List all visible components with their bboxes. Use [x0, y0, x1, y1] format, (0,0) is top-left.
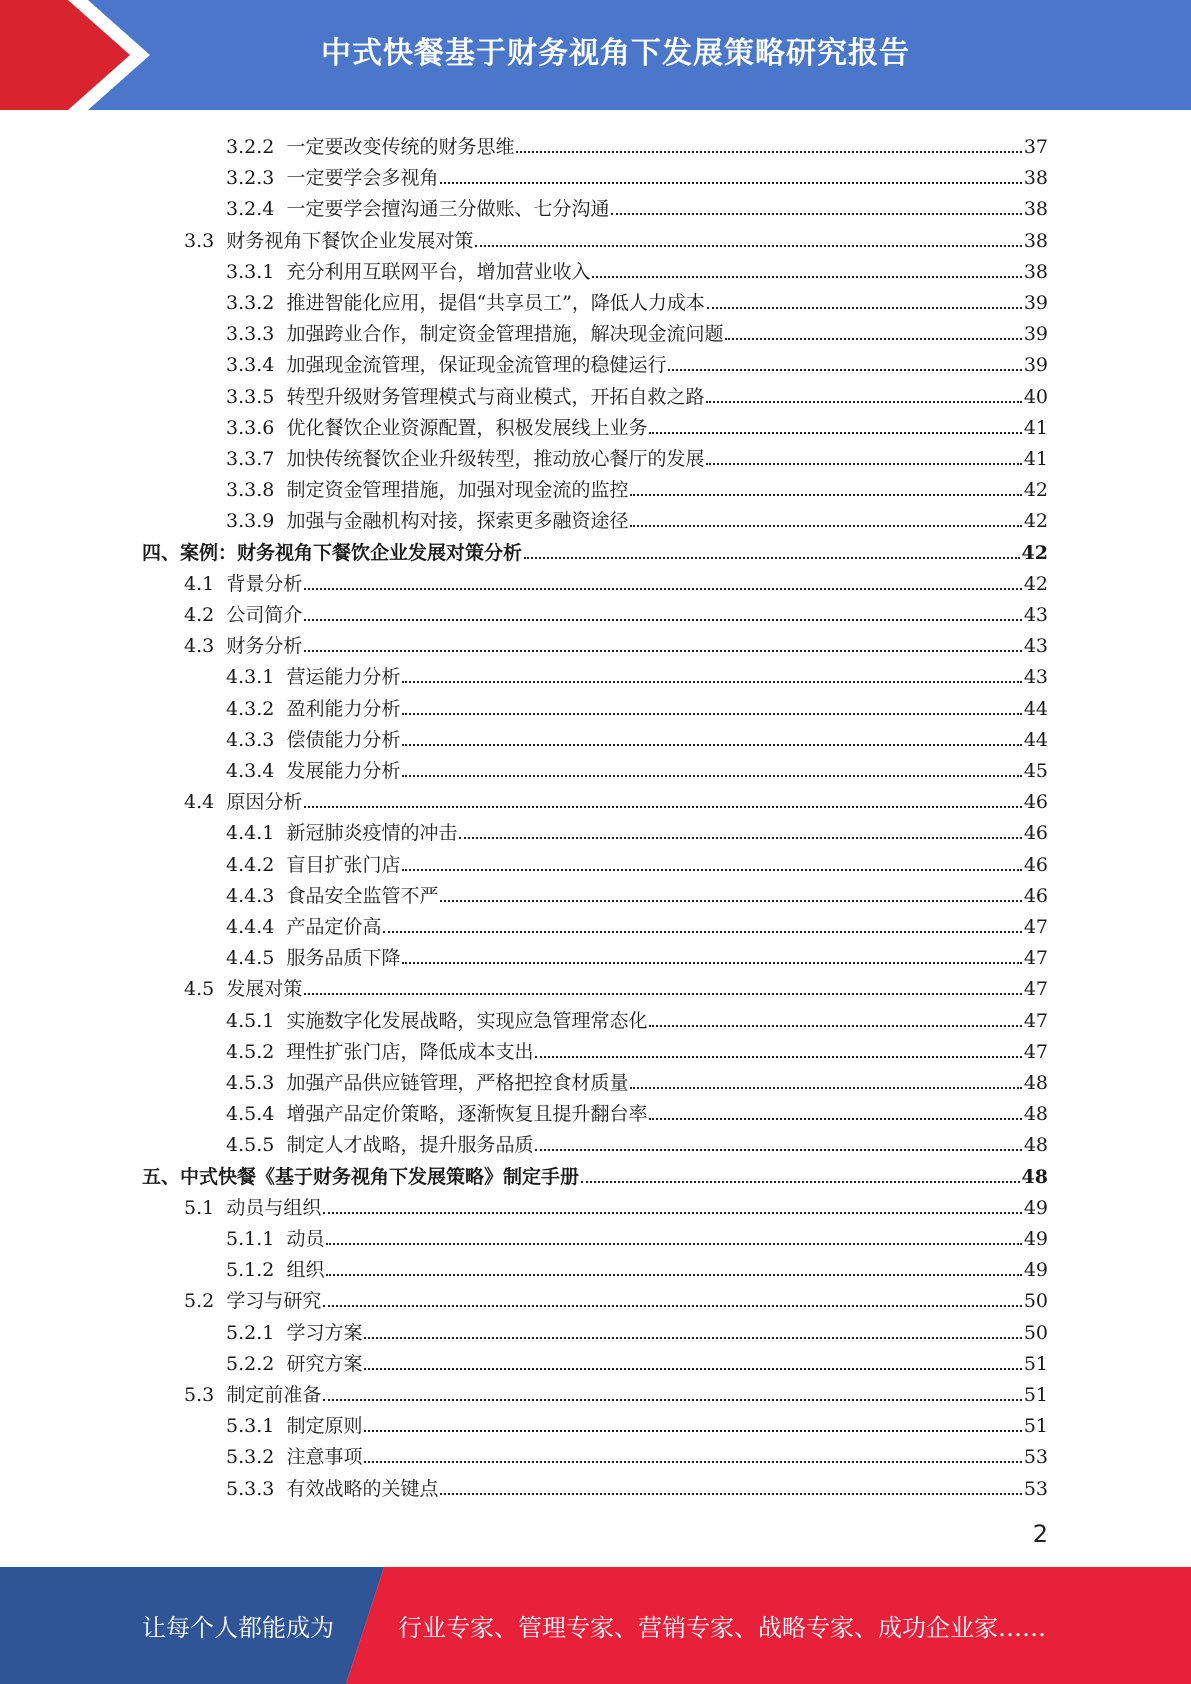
- toc-entry-number: 3.3.5: [226, 385, 275, 408]
- toc-entry-page: 48: [1023, 1072, 1048, 1094]
- toc-leader-dots: [304, 618, 1021, 621]
- toc-entry[interactable]: [226, 1063, 1048, 1094]
- toc-entry[interactable]: [226, 907, 1048, 938]
- toc-entry[interactable]: [226, 314, 1048, 345]
- toc-entry-number: 3.3.8: [226, 479, 275, 502]
- toc-entry[interactable]: [184, 969, 1048, 1000]
- toc-entry-label: 财务视角下餐饮企业发展对策: [226, 229, 474, 252]
- toc-entry-label: 营运能力分析: [286, 666, 401, 689]
- toc-leader-dots: [524, 556, 1020, 559]
- toc-entry-page: 47: [1023, 1009, 1048, 1032]
- toc-entry[interactable]: [226, 1032, 1048, 1063]
- toc-entry-page: 53: [1023, 1477, 1048, 1500]
- toc-entry-number: 4.4.2: [226, 853, 275, 876]
- toc-entry-page: 37: [1023, 136, 1048, 158]
- toc-leader-dots: [440, 899, 1021, 902]
- toc-entry-page: 49: [1023, 1259, 1048, 1282]
- toc-entry[interactable]: [184, 782, 1048, 813]
- toc-entry-label: 五、中式快餐《基于财务视角下发展策略》制定手册: [142, 1165, 580, 1188]
- toc-entry-number: 4.4.5: [226, 947, 275, 970]
- toc-leader-dots: [440, 1492, 1021, 1495]
- toc-leader-dots: [323, 1211, 1021, 1214]
- toc-leader-dots: [668, 368, 1021, 371]
- toc-entry-page: 43: [1023, 666, 1048, 689]
- toc-entry-label: 学习与研究: [226, 1290, 322, 1313]
- toc-entry-label: 公司简介: [226, 604, 303, 626]
- toc-entry-label: 组织: [286, 1259, 325, 1282]
- toc-entry-number: 4.4.4: [226, 916, 275, 938]
- toc-entry-number: 3.3.3: [226, 323, 275, 346]
- toc-entry-page: 43: [1023, 604, 1048, 626]
- toc-leader-dots: [364, 1367, 1021, 1370]
- toc-entry-number: 5.1.2: [226, 1259, 275, 1282]
- toc-entry[interactable]: [226, 470, 1048, 501]
- toc-entry-label: 加快传统餐饮企业升级转型，推动放心餐厅的发展: [286, 448, 705, 470]
- toc-entry[interactable]: [226, 720, 1048, 751]
- toc-entry-page: 47: [1023, 947, 1048, 970]
- toc-entry-page: 44: [1023, 728, 1048, 751]
- toc-entry[interactable]: [226, 1469, 1048, 1500]
- toc-entry-page: 38: [1023, 167, 1048, 190]
- toc-entry[interactable]: [226, 845, 1048, 876]
- toc-entry-label: 服务品质下降: [286, 947, 401, 970]
- toc-leader-dots: [459, 836, 1021, 839]
- toc-entry-label: 一定要学会多视角: [286, 167, 439, 190]
- toc-entry[interactable]: [226, 1406, 1048, 1437]
- toc-entry[interactable]: [226, 1219, 1048, 1250]
- toc-leader-dots: [402, 961, 1021, 964]
- toc-entry-label: 加强现金流管理，保证现金流管理的稳健运行: [286, 354, 667, 377]
- toc-entry-number: 3.2.4: [226, 198, 275, 221]
- toc-entry-label: 实施数字化发展战略，实现应急管理常态化: [286, 1009, 648, 1032]
- toc-entry-label: 优化餐饮企业资源配置，积极发展线上业务: [286, 416, 648, 439]
- toc-entry-number: 5.3.3: [226, 1477, 275, 1500]
- toc-leader-dots: [516, 150, 1021, 153]
- toc-leader-dots: [402, 680, 1021, 683]
- toc-entry-label: 财务分析: [226, 635, 303, 658]
- toc-entry[interactable]: [226, 345, 1048, 376]
- toc-entry-label: 盈利能力分析: [286, 697, 401, 720]
- toc-entry-page: 42: [1023, 510, 1048, 533]
- toc-entry-number: 3.3.6: [226, 416, 275, 439]
- toc-entry[interactable]: [226, 1125, 1048, 1156]
- toc-leader-dots: [535, 1148, 1021, 1151]
- toc-entry[interactable]: [226, 1094, 1048, 1125]
- toc-leader-dots: [402, 743, 1021, 746]
- toc-leader-dots: [402, 712, 1021, 715]
- toc-entry-number: 5.2.1: [226, 1321, 275, 1344]
- toc-entry-number: 4.4: [184, 791, 215, 814]
- toc-entry-label: 制定人才战略，提升服务品质: [286, 1134, 534, 1157]
- toc-entry-number: 3.2.3: [226, 167, 275, 190]
- toc-entry-number: 4.3.4: [226, 760, 275, 782]
- toc-leader-dots: [383, 930, 1021, 933]
- toc-leader-dots: [630, 524, 1021, 527]
- toc-entry-number: 3.3: [184, 229, 215, 252]
- toc-entry-number: 5.3: [184, 1384, 215, 1406]
- toc-entry-label: 动员与组织: [226, 1196, 322, 1219]
- toc-entry-page: 42: [1023, 479, 1048, 502]
- toc-entry-number: 3.3.4: [226, 354, 275, 377]
- toc-entry-number: 4.2: [184, 604, 215, 626]
- toc-entry[interactable]: [226, 689, 1048, 720]
- toc-entry-number: 4.1: [184, 572, 215, 595]
- toc-entry-label: 推进智能化应用，提倡“共享员工”，降低人力成本: [286, 292, 705, 314]
- toc-entry-page: 51: [1023, 1384, 1048, 1406]
- toc-entry-page: 47: [1023, 916, 1048, 938]
- toc-entry-label: 制定前准备: [226, 1384, 322, 1406]
- toc-leader-dots: [706, 400, 1021, 403]
- footer-slogan-left: 让每个人都能成为: [142, 1614, 334, 1642]
- toc-entry[interactable]: [226, 501, 1048, 532]
- toc-leader-dots: [475, 244, 1021, 247]
- toc-entry-page: 51: [1023, 1415, 1048, 1438]
- toc-entry-label: 动员: [286, 1228, 325, 1250]
- toc-entry-number: 4.3.3: [226, 728, 275, 751]
- toc-entry[interactable]: [226, 751, 1048, 782]
- toc-leader-dots: [725, 337, 1021, 340]
- toc-entry-label: 学习方案: [286, 1321, 363, 1344]
- toc-entry-number: 5.3.1: [226, 1415, 275, 1438]
- toc-entry-label: 发展能力分析: [286, 760, 401, 782]
- toc-leader-dots: [364, 1460, 1021, 1463]
- toc-leader-dots: [304, 587, 1021, 590]
- toc-entry-number: 3.3.7: [226, 448, 275, 470]
- toc-chapter-entry[interactable]: [142, 1157, 1048, 1188]
- toc-leader-dots: [707, 306, 1022, 309]
- toc-leader-dots: [649, 1117, 1021, 1120]
- toc-leader-dots: [364, 1429, 1021, 1432]
- toc-leader-dots: [402, 774, 1021, 777]
- toc-entry-page: 46: [1023, 822, 1048, 845]
- toc-entry-label: 原因分析: [226, 791, 303, 814]
- toc-entry-page: 46: [1023, 884, 1048, 907]
- toc-entry-number: 4.5.3: [226, 1072, 275, 1094]
- toc-entry-label: 一定要学会擅沟通三分做账、七分沟通: [286, 198, 610, 221]
- toc-entry-page: 39: [1023, 354, 1048, 377]
- toc-entry-number: 5.2.2: [226, 1352, 275, 1375]
- toc-leader-dots: [323, 1304, 1021, 1307]
- toc-entry[interactable]: [226, 252, 1048, 283]
- toc-entry[interactable]: [226, 408, 1048, 439]
- toc-entry-page: 42: [1023, 572, 1048, 595]
- toc-entry[interactable]: [184, 1375, 1048, 1406]
- toc-entry-page: 48: [1021, 1165, 1048, 1188]
- toc-entry-page: 40: [1023, 385, 1048, 408]
- toc-entry[interactable]: [226, 439, 1048, 470]
- toc-leader-dots: [611, 212, 1021, 215]
- toc-entry-label: 发展对策: [226, 978, 303, 1001]
- toc-entry-label: 加强与金融机构对接，探索更多融资途径: [286, 510, 629, 533]
- toc-entry-number: 5.2: [184, 1290, 215, 1313]
- toc-entry-label: 四、案例：财务视角下餐饮企业发展对策分析: [142, 541, 523, 564]
- toc-entry-page: 45: [1023, 760, 1048, 782]
- toc-entry-page: 41: [1023, 416, 1048, 439]
- toc-leader-dots: [323, 1398, 1021, 1401]
- toc-entry-number: 3.2.2: [226, 136, 275, 158]
- toc-entry-page: 51: [1023, 1352, 1048, 1375]
- toc-entry-page: 44: [1023, 697, 1048, 720]
- toc-entry-label: 背景分析: [226, 572, 303, 595]
- toc-leader-dots: [304, 805, 1021, 808]
- toc-leader-dots: [630, 1086, 1021, 1089]
- toc-entry-number: 5.1.1: [226, 1228, 275, 1250]
- toc-entry-number: 4.5.1: [226, 1009, 275, 1032]
- toc-leader-dots: [581, 1180, 1020, 1183]
- toc-entry-label: 加强跨业合作，制定资金管理措施，解决现金流问题: [286, 323, 724, 346]
- toc-entry-number: 4.4.1: [226, 822, 275, 845]
- toc-chapter-entry[interactable]: [142, 533, 1048, 564]
- toc-entry-page: 41: [1023, 448, 1048, 470]
- toc-entry-page: 42: [1021, 541, 1048, 564]
- toc-leader-dots: [649, 431, 1021, 434]
- toc-entry[interactable]: [226, 1001, 1048, 1032]
- toc-entry[interactable]: [226, 377, 1048, 408]
- toc-entry[interactable]: [226, 1313, 1048, 1344]
- toc-entry-number: 4.3.2: [226, 697, 275, 720]
- toc-entry-label: 充分利用互联网平台，增加营业收入: [286, 260, 591, 283]
- toc-entry-page: 49: [1023, 1196, 1048, 1219]
- toc-entry[interactable]: [184, 1281, 1048, 1312]
- toc-entry-page: 48: [1023, 1103, 1048, 1126]
- toc-entry-label: 偿债能力分析: [286, 728, 401, 751]
- toc-entry-label: 食品安全监管不严: [286, 884, 439, 907]
- toc-entry[interactable]: [226, 1437, 1048, 1468]
- toc-entry-number: 5.1: [184, 1196, 215, 1219]
- toc-entry-page: 47: [1023, 978, 1048, 1001]
- page-number: 2: [1032, 1520, 1048, 1548]
- toc-leader-dots: [592, 275, 1021, 278]
- toc-entry-page: 46: [1023, 791, 1048, 814]
- toc-entry-label: 增强产品定价策略，逐渐恢复且提升翻台率: [286, 1103, 648, 1126]
- toc-entry-page: 53: [1023, 1446, 1048, 1469]
- toc-entry-number: 3.3.1: [226, 260, 275, 283]
- toc-entry-page: 39: [1023, 292, 1048, 314]
- toc-entry-page: 47: [1023, 1040, 1048, 1063]
- toc-entry-page: 46: [1023, 853, 1048, 876]
- toc-entry-label: 转型升级财务管理模式与商业模式，开拓自救之路: [286, 385, 705, 408]
- toc-entry-number: 4.5.5: [226, 1134, 275, 1157]
- toc-leader-dots: [304, 992, 1021, 995]
- footer-slogan-right: 行业专家、管理专家、营销专家、战略专家、成功企业家……: [398, 1614, 1046, 1642]
- toc-entry-page: 48: [1023, 1134, 1048, 1157]
- toc-entry[interactable]: [226, 657, 1048, 688]
- toc-entry-number: 4.4.3: [226, 884, 275, 907]
- toc-entry[interactable]: [226, 876, 1048, 907]
- toc-leader-dots: [402, 868, 1021, 871]
- toc-leader-dots: [535, 1055, 1021, 1058]
- toc-entry[interactable]: [184, 1188, 1048, 1219]
- toc-entry[interactable]: [184, 626, 1048, 657]
- toc-entry[interactable]: [226, 1344, 1048, 1375]
- toc-entry-label: 注意事项: [286, 1446, 363, 1469]
- toc-entry-number: 3.3.2: [226, 292, 275, 314]
- document-title: 中式快餐基于财务视角下发展策略研究报告: [321, 36, 910, 71]
- toc-entry-number: 4.5.2: [226, 1040, 275, 1063]
- toc-entry[interactable]: [184, 595, 1048, 626]
- toc-entry-number: 5.3.2: [226, 1446, 275, 1469]
- toc-entry[interactable]: [226, 813, 1048, 844]
- toc-leader-dots: [706, 462, 1021, 465]
- toc-entry-label: 理性扩张门店，降低成本支出: [286, 1040, 534, 1063]
- toc-leader-dots: [630, 493, 1021, 496]
- toc-entry[interactable]: [184, 564, 1048, 595]
- toc-entry-page: 49: [1023, 1228, 1048, 1250]
- toc-entry-page: 38: [1023, 198, 1048, 221]
- toc-entry[interactable]: [226, 1250, 1048, 1281]
- toc-entry-page: 43: [1023, 635, 1048, 658]
- toc-entry-label: 盲目扩张门店: [286, 853, 401, 876]
- toc-entry[interactable]: [226, 127, 1048, 158]
- footer-banner: [0, 1567, 1191, 1684]
- toc-leader-dots: [649, 1024, 1021, 1027]
- toc-entry-page: 50: [1023, 1290, 1048, 1313]
- toc-entry[interactable]: [226, 283, 1048, 314]
- toc-entry-number: 4.5.4: [226, 1103, 275, 1126]
- header-banner: [0, 0, 1191, 110]
- toc-entry-label: 制定资金管理措施，加强对现金流的监控: [286, 479, 629, 502]
- toc-entry-label: 加强产品供应链管理，严格把控食材质量: [286, 1072, 629, 1094]
- toc-entry-page: 39: [1023, 323, 1048, 346]
- toc-leader-dots: [304, 649, 1021, 652]
- toc-leader-dots: [326, 1273, 1021, 1276]
- toc-entry[interactable]: [184, 221, 1048, 252]
- toc-entry-label: 产品定价高: [286, 916, 382, 938]
- toc-entry[interactable]: [226, 158, 1048, 189]
- toc-entry[interactable]: [226, 189, 1048, 220]
- toc-entry-page: 38: [1023, 229, 1048, 252]
- toc-entry[interactable]: [226, 938, 1048, 969]
- toc-entry-number: 4.3: [184, 635, 215, 658]
- toc-leader-dots: [326, 1242, 1021, 1245]
- toc-entry-label: 有效战略的关键点: [286, 1477, 439, 1500]
- toc-entry-page: 50: [1023, 1321, 1048, 1344]
- toc-entry-number: 4.5: [184, 978, 215, 1001]
- toc-entry-label: 新冠肺炎疫情的冲击: [286, 822, 458, 845]
- toc-leader-dots: [364, 1336, 1021, 1339]
- toc-entry-label: 一定要改变传统的财务思维: [286, 136, 515, 158]
- toc-entry-number: 3.3.9: [226, 510, 275, 533]
- toc-entry-label: 研究方案: [286, 1352, 363, 1375]
- toc-entry-page: 38: [1023, 260, 1048, 283]
- toc-leader-dots: [440, 181, 1021, 184]
- toc-entry-label: 制定原则: [286, 1415, 363, 1438]
- toc-entry-number: 4.3.1: [226, 666, 275, 689]
